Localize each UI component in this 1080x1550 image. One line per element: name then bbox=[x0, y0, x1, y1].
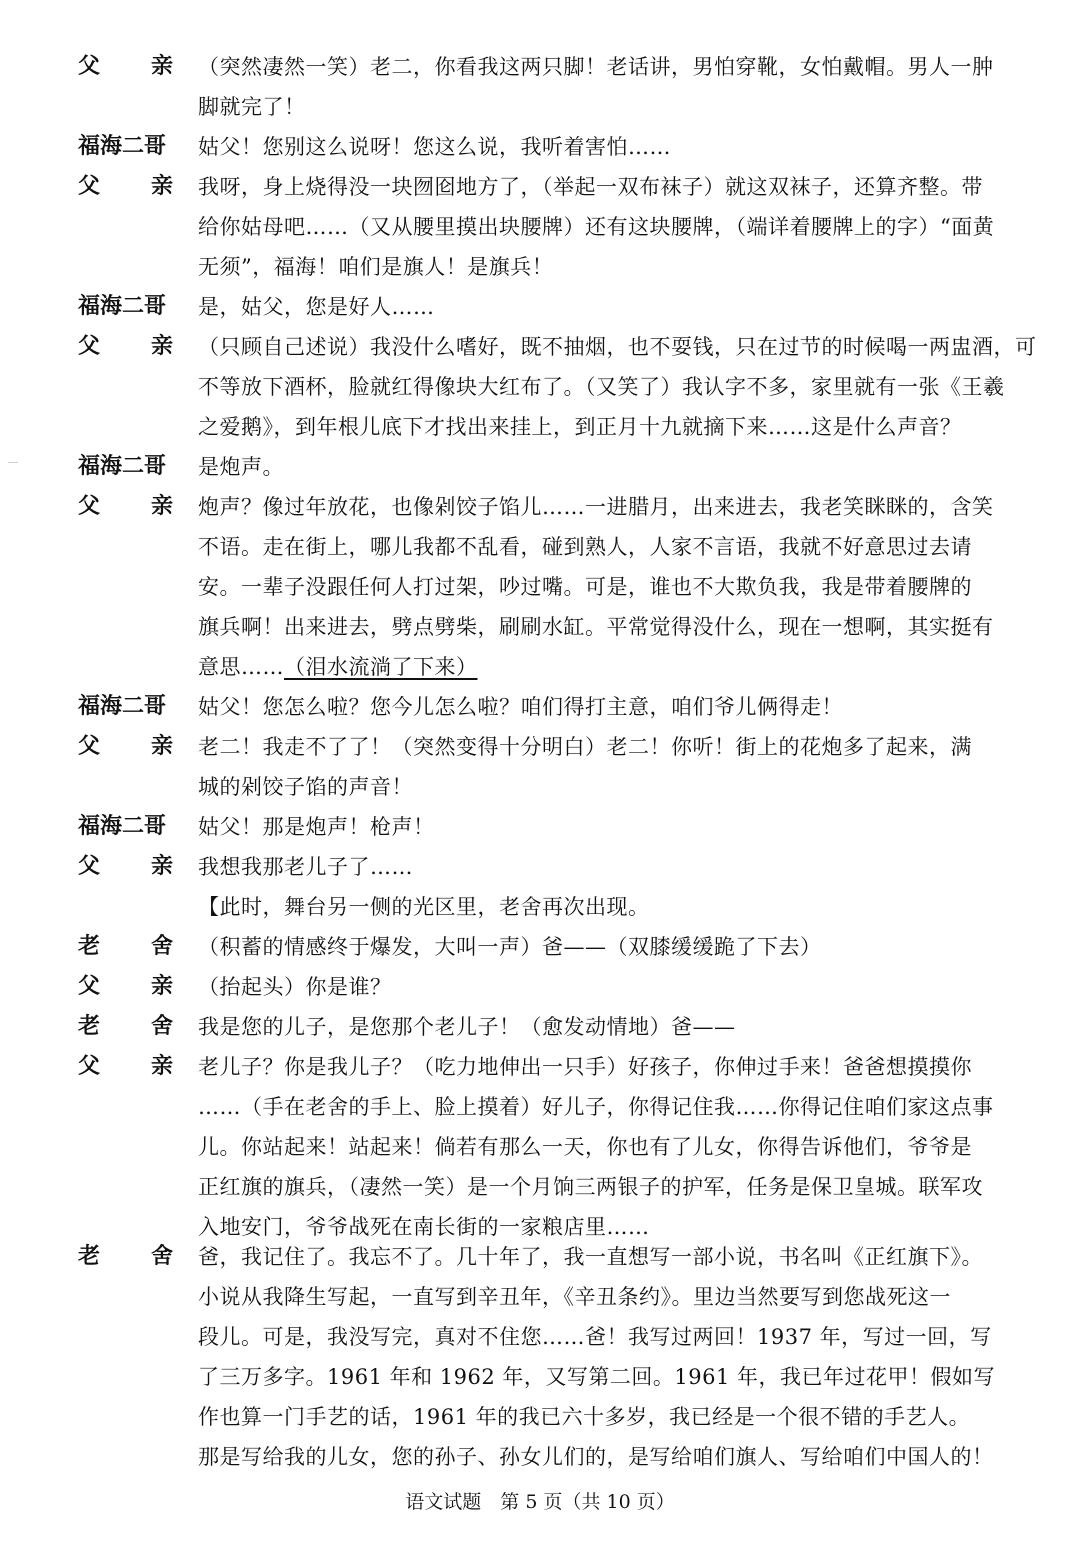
speech-text bbox=[198, 807, 1030, 847]
text-line: 不等放下酒杯，脸就红得像块大红布了。（又笑了）我认字不多，家里就有一张《王羲 bbox=[198, 375, 1005, 399]
speaker-char: 父 bbox=[78, 174, 101, 199]
text-line: 脚就完了！ bbox=[198, 95, 306, 119]
speech-text bbox=[198, 487, 1030, 687]
speaker-char: 父 bbox=[78, 54, 101, 79]
speaker-name bbox=[78, 47, 173, 87]
text-line: 正红旗的旗兵，（凄然一笑）是一个月饷三两银子的护军，任务是保卫皇城。联军攻 bbox=[198, 1175, 983, 1199]
speaker-name bbox=[78, 1047, 173, 1087]
text-line: 之爱鹅》，到年根儿底下才找出来挂上，到正月十九就摘下来……这是什么声音？ bbox=[198, 415, 962, 439]
speaker-char: 舍 bbox=[150, 1014, 173, 1039]
underlined-stage-direction: （泪水流淌了下来） bbox=[284, 655, 478, 679]
text-line: （抬起头）你是谁？ bbox=[198, 975, 392, 999]
text-line: 城的剁饺子馅的声音！ bbox=[198, 775, 413, 799]
text-line: 爸，我记住了。我忘不了。几十年了，我一直想写一部小说，书名叫《正红旗下》。 bbox=[198, 1245, 983, 1269]
speaker-char: 父 bbox=[78, 854, 101, 879]
speaker-name: 福海二哥 bbox=[78, 814, 167, 839]
speech-text bbox=[198, 967, 1030, 1007]
text-line: 【此时，舞台另一侧的光区里，老舍再次出现。 bbox=[198, 895, 650, 919]
text-line: 段儿。可是，我没写完，真对不住您……爸！我写过两回！1937 年，写过一回，写 bbox=[198, 1325, 992, 1349]
speaker-char: 父 bbox=[78, 974, 101, 999]
speaker-char: 亲 bbox=[150, 494, 173, 519]
speaker-char: 老 bbox=[78, 934, 101, 959]
speaker-char: 父 bbox=[78, 1054, 101, 1079]
speech-text bbox=[198, 1007, 1030, 1047]
text-line: 老儿子？你是我儿子？（吃力地伸出一只手）好孩子，你伸过手来！爸爸想摸摸你 bbox=[198, 1055, 972, 1079]
speech-text bbox=[198, 847, 1030, 887]
speaker-name bbox=[78, 167, 173, 207]
text-line: （积蓄的情感终于爆发，大叫一声）爸——（双膝缓缓跪了下去） bbox=[198, 935, 822, 959]
speaker-char: 亲 bbox=[150, 854, 173, 879]
speech-text bbox=[198, 127, 1030, 167]
text-line: 入地安门，爷爷战死在南长街的一家粮店里…… bbox=[198, 1215, 650, 1239]
speech-text bbox=[198, 1047, 1030, 1247]
text-line: 我想我那老儿子了…… bbox=[198, 855, 413, 879]
speaker-name bbox=[78, 1007, 173, 1047]
text-line: 老二！我走不了了！（突然变得十分明白）老二！你听！街上的花炮多了起来，满 bbox=[198, 735, 972, 759]
speaker-char: 父 bbox=[78, 494, 101, 519]
speech-text bbox=[198, 287, 1030, 327]
speaker-char: 父 bbox=[78, 334, 101, 359]
speaker-name: 福海二哥 bbox=[78, 294, 167, 319]
text-line: 姑父！那是炮声！枪声！ bbox=[198, 815, 435, 839]
speaker-char: 老 bbox=[78, 1014, 101, 1039]
text-line: 小说从我降生写起，一直写到辛丑年，《辛丑条约》。里边当然要写到您战死这一 bbox=[198, 1285, 951, 1309]
speaker-char: 舍 bbox=[150, 1244, 173, 1269]
text-line: 那是写给我的儿女，您的孙子、孙女儿们的，是写给咱们旗人、写给咱们中国人的！ bbox=[198, 1445, 994, 1469]
text-line: 姑父！您别这么说呀！您这么说，我听着害怕…… bbox=[198, 135, 671, 159]
speaker-name bbox=[78, 1237, 173, 1277]
speaker-name bbox=[78, 967, 173, 1007]
speaker-name: 福海二哥 bbox=[78, 134, 167, 159]
stage-direction bbox=[198, 887, 1030, 927]
speaker-name bbox=[78, 487, 173, 527]
text-line: 给你姑母吧……（又从腰里摸出块腰牌）还有这块腰牌，（端详着腰牌上的字）“面黄 bbox=[198, 215, 995, 239]
speaker-char: 老 bbox=[78, 1244, 101, 1269]
speaker-char: 亲 bbox=[150, 334, 173, 359]
speaker-name bbox=[78, 847, 173, 887]
text-line: 是炮声。 bbox=[198, 455, 284, 479]
speaker-char: 父 bbox=[78, 734, 101, 759]
text-line: 是，姑父，您是好人…… bbox=[198, 295, 435, 319]
speaker-name: 福海二哥 bbox=[78, 694, 167, 719]
page-footer: 语文试题 第 5 页（共 10 页） bbox=[405, 1491, 675, 1513]
speaker-char: 亲 bbox=[150, 54, 173, 79]
speech-text bbox=[198, 327, 1037, 447]
text-line: （突然凄然一笑）老二，你看我这两只脚！老话讲，男怕穿靴，女怕戴帽。男人一肿 bbox=[198, 55, 994, 79]
text-line: （只顾自己述说）我没什么嗜好，既不抽烟，也不耍钱，只在过节的时候喝一两盅酒，可 bbox=[198, 335, 1037, 359]
speaker-char: 舍 bbox=[150, 934, 173, 959]
text-line: 我呀，身上烧得没一块囫囵地方了，（举起一双布袜子）就这双袜子，还算齐整。带 bbox=[198, 175, 983, 199]
speaker-name bbox=[78, 927, 173, 967]
speaker-char: 亲 bbox=[150, 174, 173, 199]
speaker-name bbox=[78, 327, 173, 367]
speech-text bbox=[198, 447, 1030, 487]
text-line: 旗兵啊！出来进去，劈点劈柴，刷刷水缸。平常觉得没什么，现在一想啊，其实挺有 bbox=[198, 615, 994, 639]
margin-mark bbox=[8, 462, 18, 463]
text-line: 安。一辈子没跟任何人打过架，吵过嘴。可是，谁也不大欺负我，我是带着腰牌的 bbox=[198, 575, 972, 599]
text-line: 姑父！您怎么啦？您今儿怎么啦？咱们得打主意，咱们爷儿俩得走！ bbox=[198, 695, 843, 719]
text-line: 儿。你站起来！站起来！倘若有那么一天，你也有了儿女，你得告诉他们，爷爷是 bbox=[198, 1135, 972, 1159]
speech-text bbox=[198, 927, 1030, 967]
text-line: ……（手在老舍的手上、脸上摸着）好儿子，你得记住我……你得记住咱们家这点事 bbox=[198, 1095, 994, 1119]
text-line: 作也算一门手艺的话，1961 年的我已六十多岁，我已经是一个很不错的手艺人。 bbox=[198, 1405, 971, 1429]
text-line: 炮声？像过年放花，也像剁饺子馅儿……一进腊月，出来进去，我老笑眯眯的，含笑 bbox=[198, 495, 994, 519]
speech-text bbox=[198, 47, 1030, 127]
speaker-char: 亲 bbox=[150, 974, 173, 999]
line-text: 意思…… bbox=[198, 655, 284, 679]
speech-text bbox=[198, 727, 1030, 807]
text-line: 无须”，福海！咱们是旗人！是旗兵！ bbox=[198, 255, 554, 279]
text-line: 了三万多字。1961 年和 1962 年，又写第二回。1961 年，我已年过花甲！假如写 bbox=[198, 1365, 996, 1389]
text-line bbox=[198, 647, 1030, 687]
speaker-char: 亲 bbox=[150, 734, 173, 759]
text-line: 我是您的儿子，是您那个老儿子！（愈发动情地）爸—— bbox=[198, 1015, 736, 1039]
speech-text bbox=[198, 1237, 1030, 1477]
text-line: 不语。走在街上，哪儿我都不乱看，碰到熟人，人家不言语，我就不好意思过去请 bbox=[198, 535, 972, 559]
speech-text bbox=[198, 167, 1030, 287]
speaker-name: 福海二哥 bbox=[78, 454, 167, 479]
speech-text bbox=[198, 687, 1030, 727]
speaker-char: 亲 bbox=[150, 1054, 173, 1079]
speaker-name bbox=[78, 727, 173, 767]
